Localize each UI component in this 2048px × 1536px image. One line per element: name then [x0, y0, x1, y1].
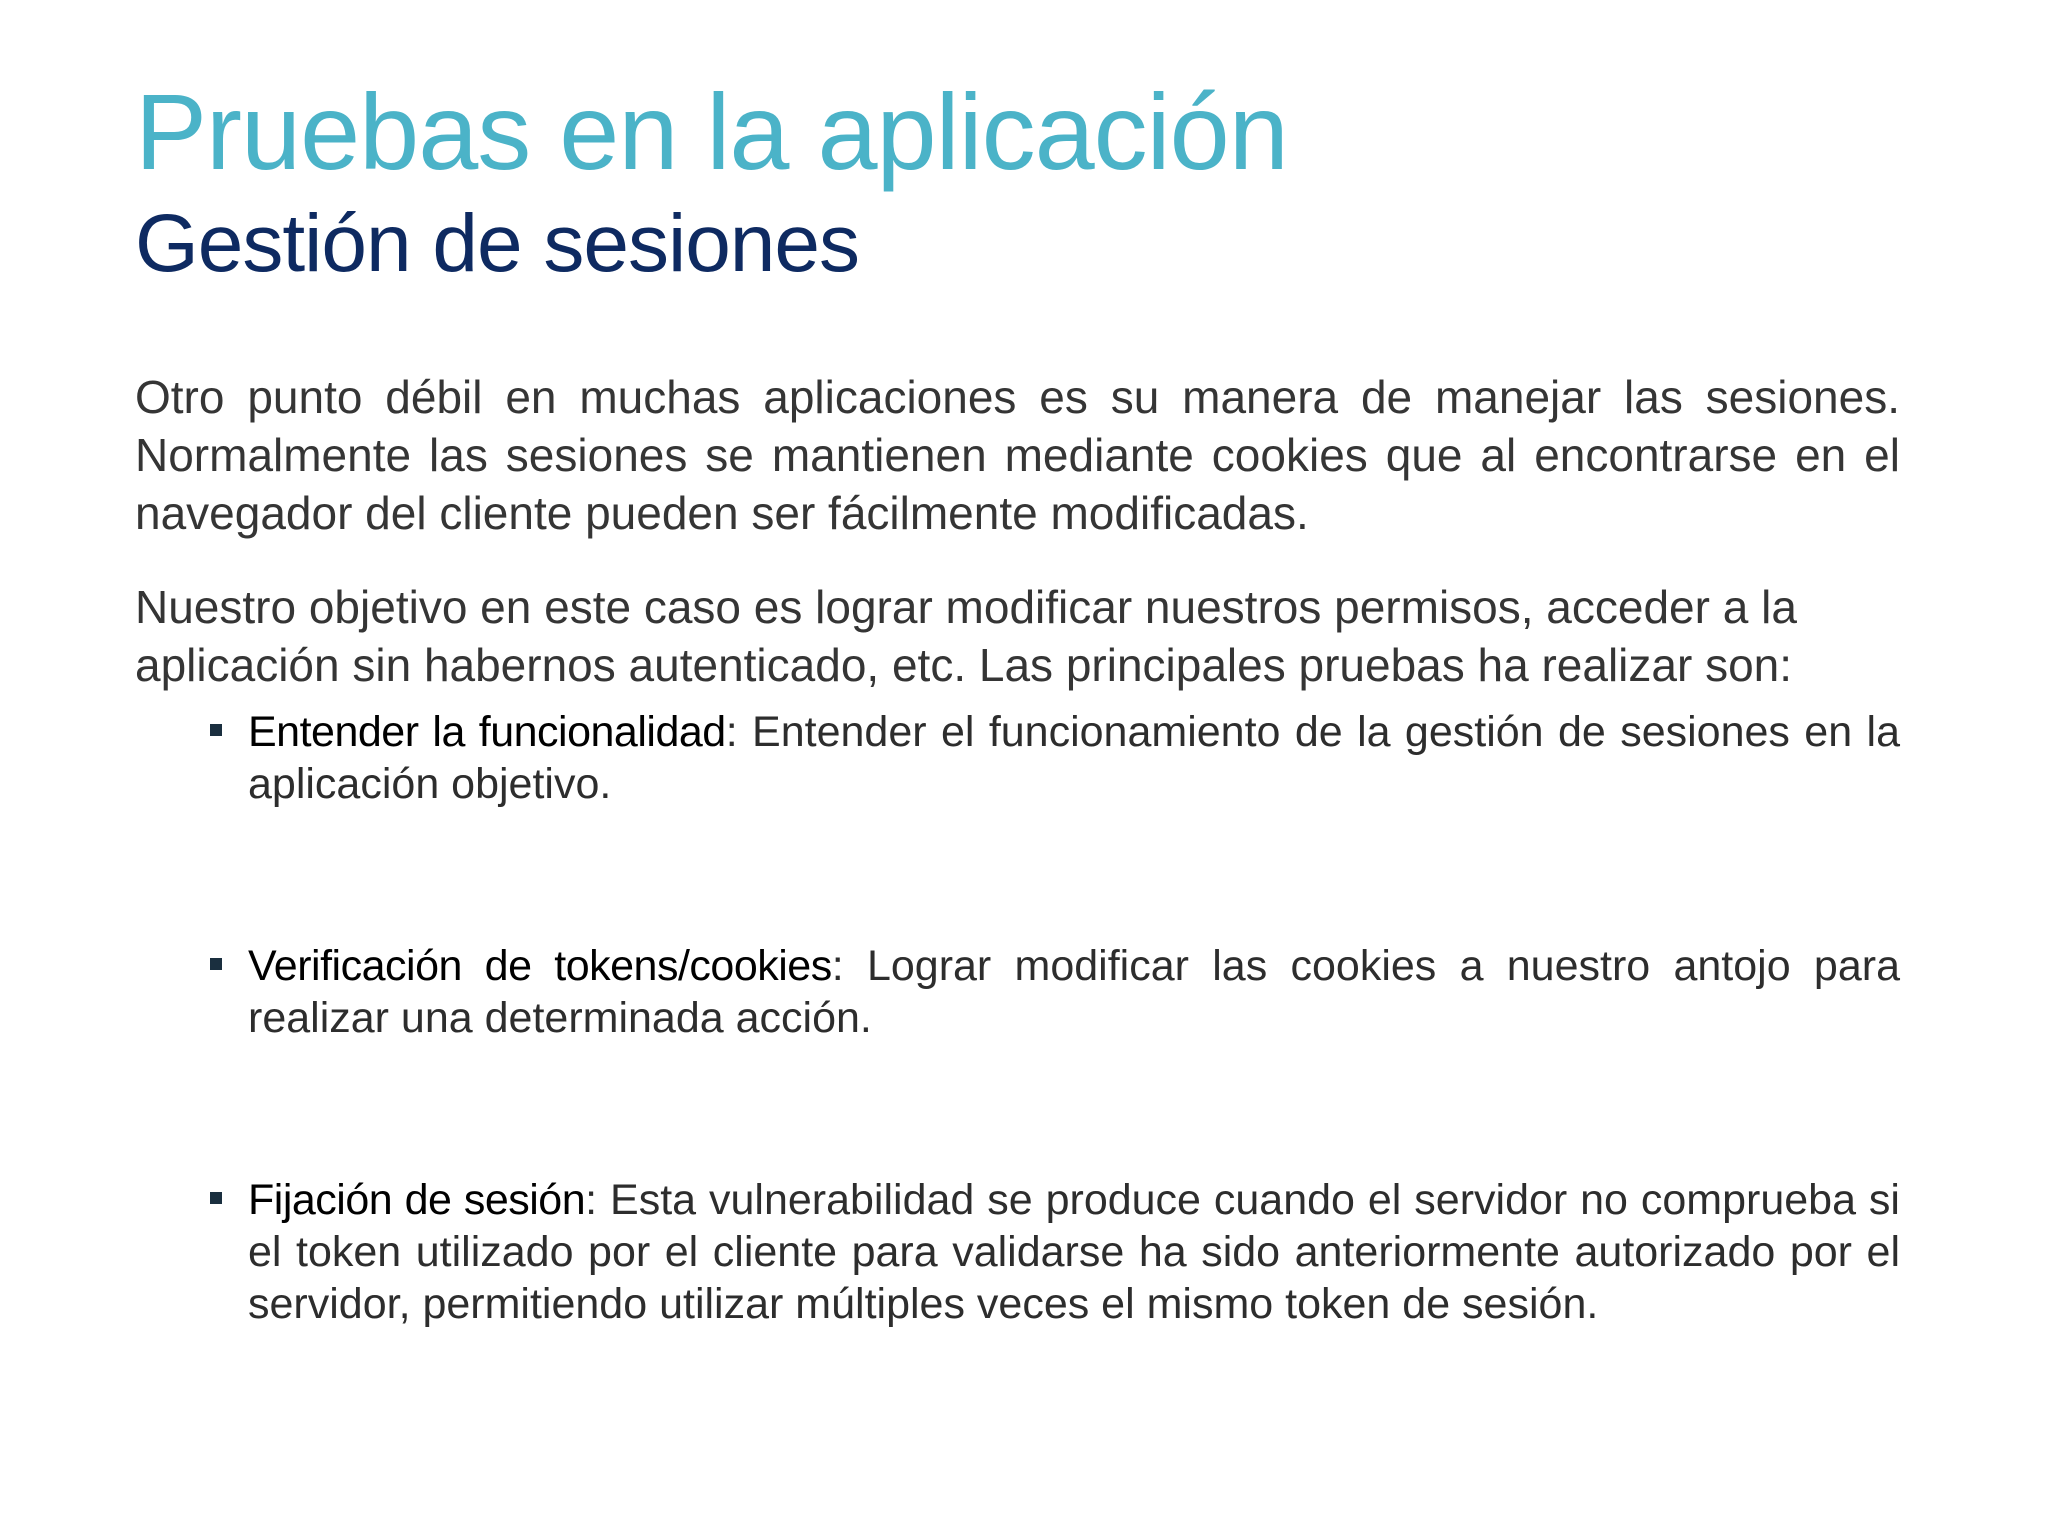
slide-content: [135, 68, 1900, 1330]
list-item: [248, 1174, 1900, 1330]
tests-list: [135, 706, 1900, 1330]
bullet-term: Entender la funcionalidad: [248, 707, 726, 756]
slide-subtitle: Gestión de sesiones: [135, 198, 860, 290]
square-bullet-icon: [210, 724, 222, 736]
intro-paragraph: Otro punto débil en muchas aplicaciones es su manera de manejar las sesiones. Normalmente las sesiones se mantienen mediante cookies que al encontrarse en el navegador del cliente pueden ser fácilmente modificadas.: [135, 370, 1900, 539]
bullet-text: Esta vulnerabilidad se produce cuando el servidor no comprueba si el token utilizado por el cliente para validarse ha sido anteriormente autorizado por el servidor, permitiendo utilizar múltiples veces el mismo token de sesión.: [248, 1175, 1900, 1328]
bullet-term: Verificación de tokens/cookies: [248, 941, 832, 990]
objective-paragraph: Nuestro objetivo en este caso es lograr modificar nuestros permisos, acceder a la aplicación sin habernos autenticado, etc. Las principales pruebas ha realizar son:: [135, 580, 1797, 691]
bullet-separator: :: [725, 707, 753, 756]
bullet-text: Lograr modificar las cookies a nuestro antojo para realizar una determinada acción.: [248, 941, 1900, 1042]
square-bullet-icon: [210, 958, 222, 970]
square-bullet-icon: [210, 1192, 222, 1204]
bullet-separator: :: [831, 941, 867, 990]
slide-body: [135, 368, 1900, 1330]
bullet-term: Fijación de sesión: [248, 1175, 586, 1224]
list-item: [248, 940, 1900, 1044]
list-item: [248, 706, 1900, 810]
bullet-separator: :: [585, 1175, 611, 1224]
slide-title: Pruebas en la aplicación: [135, 71, 1288, 192]
bullet-text: Entender el funcionamiento de la gestión de sesiones en la aplicación objetivo.: [248, 707, 1900, 808]
